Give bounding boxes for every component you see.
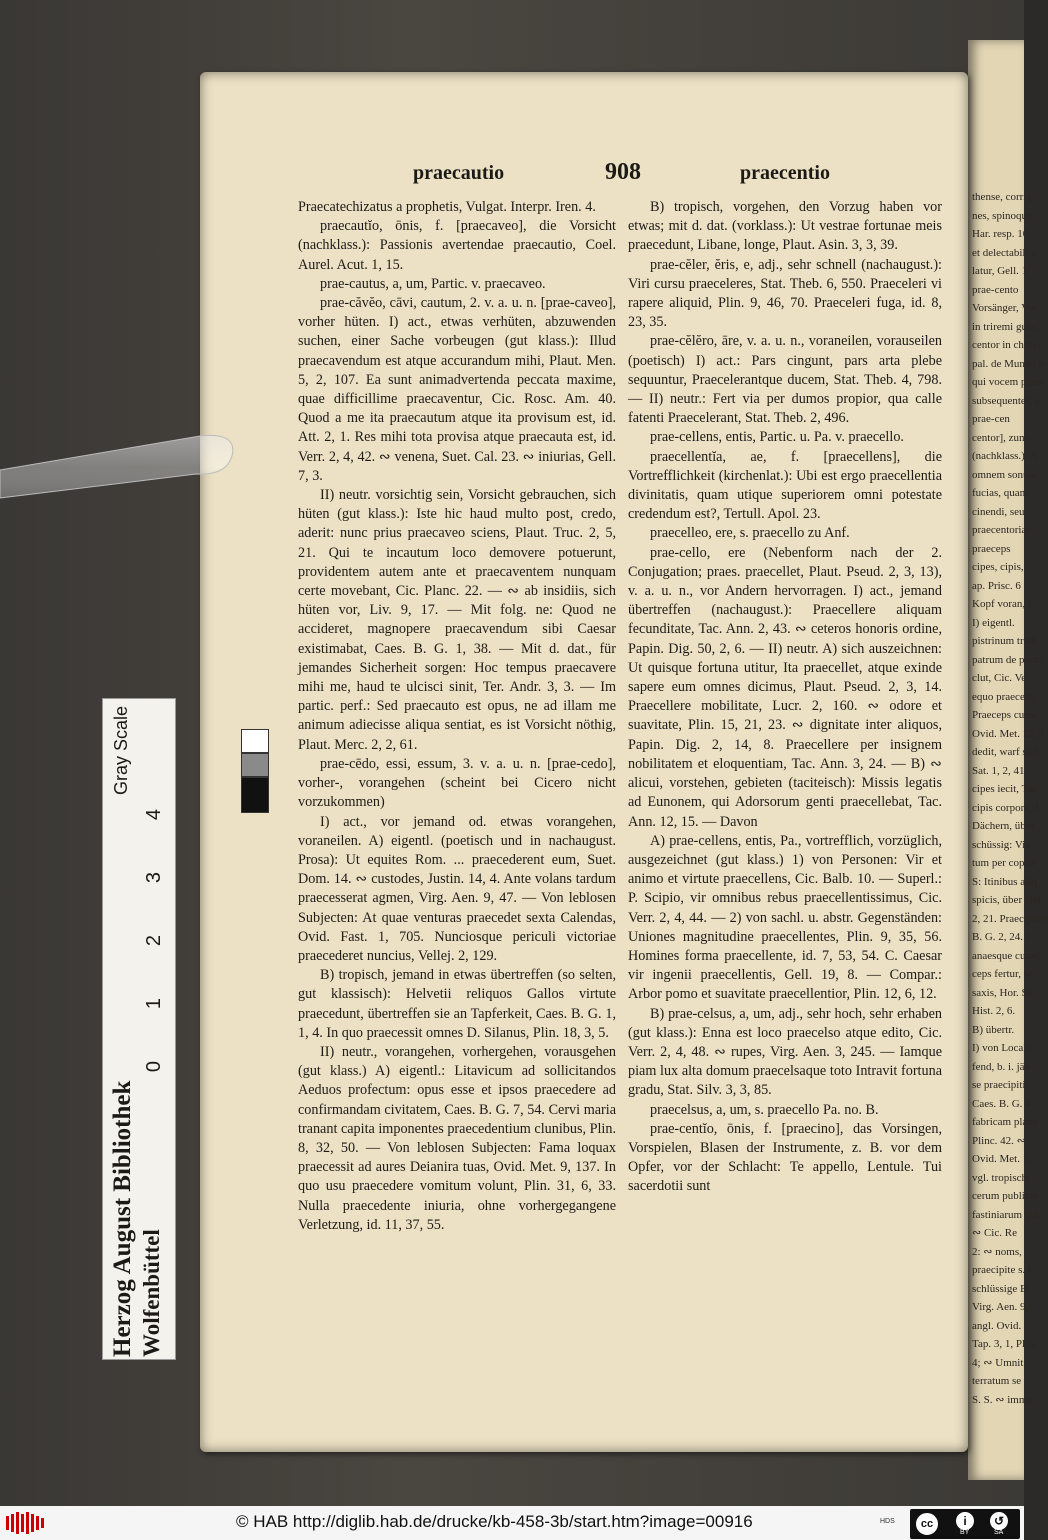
dictionary-entry: prae-cautus, a, um, Partic. v. praecaveo.: [320, 275, 546, 292]
dictionary-entry: A) prae-cellens, entis, Pa., vortrefflich, vorzüglich, ausgezeichnet (gut klass.) 1) von Personen: Vir et animo et virtute praecellens, Cic. Balb. 10. — Superl.: P. Scipio, vir omnibus rebus praecellentissimus, Cic. Verr. 2, 4, 44. — 2) von sachl. u. abstr. Gegenständen: Uniones magnitudine praecellentes, Plin. 9, 35, 56. Homines forma praecellente, id. 7, 53, 54. C. Caesar vir ingenii praecellentis, Gell. 19, 8. — Compar.: Arbor pomo et suavitate praecellentior, Plin. 12, 6, 12.: [628, 832, 942, 1003]
facing-page-fragment: Praeceps curru: [972, 709, 1038, 721]
hab-logo-icon: [6, 1512, 46, 1534]
right-column: [628, 198, 942, 1197]
ruler-number: 1: [143, 997, 166, 1010]
ruler-number: 3: [143, 871, 166, 884]
facing-page-fragment: Caes. B. G. 4: [972, 1097, 1031, 1110]
facing-page-fragment: saxis, Hor. Sa: [972, 986, 1033, 999]
facing-page-fragment: (nachklass.): A: [972, 450, 1038, 462]
header-left-guideword: praecautio: [413, 162, 505, 184]
facing-page-fragment: ceps fertur, w: [972, 968, 1032, 980]
facing-page-fragment: centor in chori: [972, 339, 1037, 351]
facing-page-fragment: cipis corpore, 1: [972, 801, 1041, 814]
facing-page-fragment: 2: ∾ noms,: [972, 1245, 1022, 1258]
dictionary-entry: prae-centĭo, ōnis, f. [praecino], das Vorsingen, Vorspielen, Blasen der Instrumente, z. B. vor dem Opfer, vor der Schlacht: Te appello, Lentule. Tui sacerdotii sunt: [628, 1120, 942, 1195]
dictionary-entry: prae-cello, ere (Nebenform nach der 2. Conjugation; praes. praecellet, Plaut. Pseud. 2, 3, 13), v. a. u. n., vor Andern hervorragen. I) act., jemand übertreffen (nachaugust.): Praecellere aliquam fecunditate, Tac. Ann. 2, 43. ∾ ceteros honoris ordine, Papin. Dig. 50, 2, 6. — II) neutr. A) sich auszeichnen: Ut quisque fortuna utitur, Ita praecellet, atque exinde sapere eum omnes dicimus, Plaut. Pseud. 2, 3, 14. Praecellere mobilitate, Lucr. 2, 160. ∾ odore et suavitate, Plin. 15, 21, 23. ∾ dignitate inter aliquos, Papin. Dig. 2, 14, 8. Praecellere per insignem nobilitatem et eloquentiam, Tac. Ann. 3, 24. — B) ∾ alicui, vorstehen, gebieten (taciteisch): Missis legatis ad Eunonem, qui Adorsorum genti praecellebat, Tac. Ann. 12, 15. — Davon: [628, 544, 942, 830]
grayscale-white: [241, 729, 269, 753]
facing-page-fragment: qui vocem praec: [972, 376, 1045, 388]
page-number: 908: [605, 159, 641, 185]
facing-page-fragment: Kopf voran, I: [972, 598, 1032, 610]
facing-page-fragment: fucias, quam: [972, 487, 1029, 499]
dictionary-entry: II) neutr., vorangehen, vorhergehen, vorausgehen (gut klass.) A) eigentl.: Litavicum ad sollicitandos Aeduos profectum: opus esse et ipsos praecedere ad confirmandam civitatem, Caes. B. G. 7, 54. Cervi maria tranant capita imponentes praecedentium clunibus, Plin. 8, 32, 50. — Von leblosen Subjecten: Fama loquax praecessit ad aures Deianira tuas, Ovid. Met. 9, 137. In quo usu praecedere vomitum volunt, Plin. 31, 6, 33. Nulla praecedente iniuria, ohne vorhergegangene Verletzung, id. 11, 37, 55.: [298, 1043, 616, 1233]
dictionary-entry: B) tropisch, vorgehen, den Vorzug haben vor etwas; mit d. dat. (vorklass.): Ut vestrae fortunae meis praecedunt, Libane, longe, Plaut. Asin. 3, 3, 39.: [628, 199, 942, 254]
dictionary-entry: B) tropisch, jemand in etwas übertreffen (so selten, gut klassisch): Helvetii reliquos Gallos virtute praecedunt, übertreffen sie an Tapferkeit, Caes. B. G. 1, 1, 4. In quo praecessit omnes D. Silanus, Plin. 18, 3, 5.: [298, 967, 616, 1041]
facing-page-fragment: Tap. 3, 1, Plin.: [972, 1338, 1037, 1350]
facing-page-fragment: Sat. 1, 2, 41.: [972, 764, 1028, 777]
facing-page-fragment: ap. Prisc. 6: [972, 579, 1021, 592]
facing-page-fragment: cerum publicar: [972, 1190, 1039, 1202]
by-icon: i: [954, 1510, 976, 1532]
facing-page-fragment: Hist. 2, 6.: [972, 1005, 1016, 1017]
dictionary-entry: praecellentĭa, ae, f. [praecellens], die Vortrefflichkeit (kirchenlat.): Ubi est ergo praecellentia divinitatis, quam utique superiorem omni potestate credendum est?, Tertull. Apol. 23.: [628, 448, 942, 523]
facing-page-fragment: spicis, über Hal: [972, 894, 1041, 906]
facing-page-fragment: nes, spinoque: [972, 209, 1032, 222]
page-header: [210, 159, 850, 192]
left-column: [298, 198, 616, 1235]
facing-page-fragment: 4; ∾ Umnit: [972, 1356, 1024, 1369]
facing-page-fragment: dedit, warf sich: [972, 746, 1041, 758]
facing-page-fragment: Har. resp. 10,: [972, 228, 1031, 240]
facing-page-fragment: I) eigentl.: [972, 616, 1015, 629]
grayscale-label: Gray Scale: [111, 705, 131, 795]
ruler-number: 4: [143, 808, 166, 821]
facing-page-fragment: prae-cen: [972, 413, 1010, 425]
facing-page-fragment: schlüssige B: [972, 1282, 1028, 1295]
copyright-url[interactable]: © HAB http://diglib.hab.de/drucke/kb-458-3b/start.htm?image=00916: [236, 1512, 753, 1531]
facing-page-fragment: B. G. 2, 24. C: [972, 931, 1034, 943]
page-holder-pen: [0, 430, 240, 500]
facing-page-fragment: praecentoriae: [972, 524, 1032, 536]
facing-page-fragment: cinendi, seu: [972, 505, 1025, 518]
facing-page-fragment: clut, Cic. Ve: [972, 672, 1027, 684]
footer-bar: [0, 1506, 1024, 1540]
footer-small-mark: HDS: [880, 1518, 895, 1525]
facing-page-fragment: angl. Ovid.: [972, 1319, 1022, 1332]
facing-page-fragment: in triremi gube: [972, 320, 1038, 333]
facing-page-fragment: S: Itinibus aliq: [972, 875, 1037, 888]
facing-page-fragment: latur, Gell. 1: [972, 265, 1028, 277]
dictionary-entry: praecelsus, a, um, s. praecello Pa. no. B.: [650, 1101, 879, 1118]
facing-page-fragment: prae-cento: [972, 283, 1019, 296]
facing-page-fragment: praeceps: [972, 542, 1011, 555]
facing-page-fragment: 2, 21. Praecipites: [972, 912, 1048, 925]
facing-page-fragment: tum per copiis: [972, 857, 1035, 869]
facing-page-fragment: anaesque curati: [972, 949, 1041, 962]
facing-page-fragment: I) von Localit: [972, 1042, 1033, 1054]
facing-page-fragment: Plinc. 42. ∾: [972, 1134, 1026, 1147]
scale-ruler: [102, 698, 176, 1360]
facing-page-fragment: Vorsänger, Vor: [972, 302, 1037, 314]
dictionary-entry: I) act., vor jemand od. etwas vorangehen, voraneilen. A) eigentl. (poetisch und in nachaugust. Prosa): Ut equites Rom. ... praecederent eum, Suet. Dom. 14. ∾ custodes, Justin. 14, 4. Ante volans tardum praecesserat agmen, Virg. Aen. 9, 47. — Von leblosen Subjecten: At quae venturas praecedet sexta Calendas, Ovid. Fast. 1, 705. Nunciosque periculi victoriae praecederet nuncius, Vellej. 2, 129.: [298, 813, 616, 964]
sa-icon: ↺: [988, 1510, 1010, 1532]
facing-page-fragment: schüssig: Via: [972, 838, 1031, 851]
ruler-number: 0: [143, 1060, 166, 1073]
dictionary-entry: praecelleo, ere, s. praecello zu Anf.: [650, 525, 850, 542]
grayscale-black: [241, 777, 269, 813]
facing-page-fragment: cipes iecit, Tac: [972, 783, 1038, 795]
dictionary-entry: prae-cellens, entis, Partic. u. Pa. v. praecello.: [650, 429, 904, 446]
facing-page-fragment: Dächern, über: [972, 820, 1035, 832]
cc-icon: cc: [914, 1511, 940, 1537]
facing-page-fragment: Virg. Aen. 9,: [972, 1301, 1029, 1313]
facing-page-fragment: centor], zum: [972, 431, 1028, 444]
facing-page-fragment: cipes, cipis,: [972, 561, 1024, 573]
facing-page-fragment: fastiniarum quo: [972, 1208, 1042, 1221]
cc-license-badge[interactable]: [910, 1509, 1020, 1539]
facing-page-fragment: thense, corrig: [972, 191, 1032, 203]
dictionary-entry: B) prae-celsus, a, um, adj., sehr hoch, sehr erhaben (gut klass.): Enna est loco praecelso atque edito, Cic. Verr. 2, 4, 48. ∾ rupes, Virg. Aen. 3, 245. — Iamque piam lux alta domum praecelsaque toto Intravit fortuna gradu, Stat. Silv. 3, 3, 85.: [628, 1005, 942, 1099]
ruler-number: 2: [143, 934, 166, 947]
dictionary-entry: Praecatechizatus a prophetis, Vulgat. Interpr. Iren. 4.: [298, 199, 596, 215]
dictionary-entry: prae-căvĕo, cāvi, cautum, 2. v. a. u. n. [prae-caveo], vorher hüten. I) act., etwas verhüten, abzuwenden suchen, einer Sache vorbeugen (gut klass.): Illud praecavendum est atque accurandum mihi, Plaut. Men. 5, 2, 107. Ea sunt animadvertenda peccata maxime, quae difficillime praecaventur, Cic. Rosc. Am. 40. Quod a me ita praecautum atque ita provisum est, id. Att. 2, 1. Res mihi tota provisa atque praecauta est, id. Verr. 2, 4, 42. ∾ venena, Suet. Cal. 23. ∾ iniurias, Gell. 7, 3.: [298, 295, 616, 484]
facing-page-fragment: praecipite s. r: [972, 1264, 1032, 1276]
cc-by-label: BY: [960, 1529, 970, 1536]
facing-page-fragment: terratum se: [972, 1375, 1022, 1387]
facing-page-fragment: et delectabili v: [972, 246, 1037, 259]
facing-page-fragment: equo praeceps: [972, 690, 1035, 703]
library-name-line2: Wolfenbüttel: [139, 1229, 164, 1357]
library-name-line1: Herzog August Bibliothek: [109, 1080, 136, 1357]
dictionary-entry: II) neutr. vorsichtig sein, Vorsicht gebrauchen, sich hüten (gut klass.): Iste hic haud multo post, credo, aderit: nunc prius praecaveo sciens, Plaut. Truc. 2, 5, 21. Qui te incautum loco demovere potuerunt, providentem autem ante et praecaventem nunquam certe movebant, Cic. Planc. 22. — ∾ ab insidiis, sich hüten vor, Liv. 9, 17. — Mit folg. ne: Quod ne accideret, magnopere praecavendum sibi Caesar existimabat, Caes. B. G. 1, 38. — Mit d. dat., für jemandes Sicherheit sorgen: Hoc tempus praecavere mihi me, haud te ulcisci sinit, Ter. Andr. 3, 3. — Im partic. perf.: Sed praecauto est opus, ne ad illam me animum adiecisse aliqua sentiat, es ist Vorsicht nöthig, Plaut. Merc. 2, 2, 61.: [298, 487, 616, 753]
facing-page-fragment: omnem sonum: [972, 468, 1038, 481]
facing-page-fragment: B) übertr.: [972, 1023, 1015, 1036]
facing-page-fragment: patrum de porta: [972, 653, 1042, 666]
grayscale-gray: [241, 753, 269, 777]
facing-page-fragment: fabricam plana: [972, 1116, 1038, 1128]
cc-sa-label: SA: [994, 1529, 1004, 1536]
facing-page-fragment: Ovid. Met. 12, 1: [972, 727, 1045, 740]
dictionary-entry: prae-cĕler, ĕris, e, adj., sehr schnell (nachaugust.): Viri cursu praeceleres, Stat. Theb. 6, 550. Praeceleri vi rapere aliquid, Plin. 9, 46, 70. Praeceleri fuga, id. 8, 23, 35.: [628, 256, 942, 331]
facing-page-edge: [968, 40, 1048, 1480]
dictionary-entry: prae-cĕlĕro, āre, v. a. u. n., voraneilen, vorauseilen (poetisch) I) act.: Pars cingunt, pars arta plebe sequuntur, Praecelerantque ducem, Stat. Theb. 4, 798. — II) neutr.: Fert via per dumos propior, qua calle fatenti Praecelerant, Stat. Theb. 2, 496.: [628, 333, 942, 427]
ruler-library-label: [103, 699, 175, 1359]
facing-page-fragment: Ovid. Met. 1,: [972, 1153, 1031, 1165]
facing-page-fragment: S. S. ∾ imma: [972, 1393, 1033, 1406]
facing-page-fragment: pal. de Mundo p: [972, 357, 1045, 370]
dictionary-entry: prae-cēdo, essi, essum, 3. v. a. u. n. [prae-cedo], vorher-, vorangehen (scheint bei Cicero nicht vorzukommen): [298, 755, 616, 811]
facing-page-fragment: se praecipiti: [972, 1079, 1026, 1091]
facing-page-fragment: subsequenter, a: [972, 394, 1040, 407]
facing-page-fragment: pistrinum tradi: [972, 635, 1038, 647]
facing-page-fragment: vgl. tropisch;: [972, 1171, 1031, 1184]
header-right-guideword: praecentio: [740, 162, 830, 184]
facing-page-fragment: ∾ Cic. Re: [972, 1227, 1017, 1239]
dictionary-entry: praecautĭo, ōnis, f. [praecaveo], die Vorsicht (nachklass.): Passionis avertendae praecautio, Coel. Aurel. Acut. 1, 15.: [298, 218, 616, 273]
facing-page-fragment: fend, b. i. jäh: [972, 1060, 1031, 1073]
